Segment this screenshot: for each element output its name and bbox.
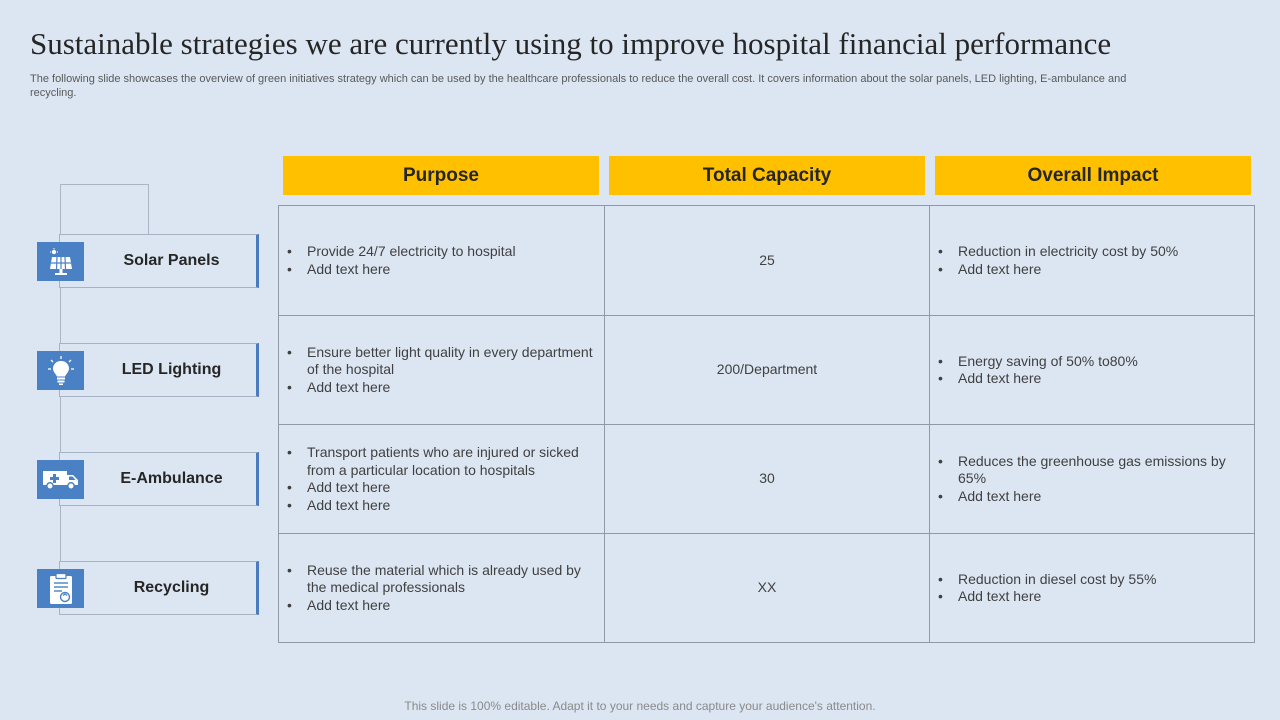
bullet-list	[930, 453, 1255, 506]
column-header-purpose: Purpose	[283, 156, 599, 195]
table-cell-capacity: 30	[605, 425, 930, 534]
row-label-text: Solar Panels	[123, 252, 220, 269]
footer-note: This slide is 100% editable. Adapt it to your needs and capture your audience's attention.	[404, 699, 876, 713]
table-cell-capacity: 25	[605, 206, 930, 316]
list-item: • Reduction in electricity cost by 50%	[938, 243, 1178, 261]
list-item: • Add text here	[287, 479, 596, 497]
bullet-list	[930, 571, 1164, 606]
list-item: • Add text here	[287, 497, 596, 515]
recycling-clipboard-icon	[37, 569, 84, 608]
list-item: • Provide 24/7 electricity to hospital	[287, 243, 516, 261]
table-cell-purpose	[279, 206, 605, 316]
solar-panel-icon	[37, 242, 84, 281]
bullet-list	[279, 444, 604, 514]
table-cell-purpose	[279, 534, 605, 642]
table-cell-purpose	[279, 425, 605, 534]
page-title: Sustainable strategies we are currently using to improve hospital financial performance	[30, 26, 1112, 61]
table-cell-impact	[930, 534, 1255, 642]
list-item: • Add text here	[938, 488, 1247, 506]
light-bulb-icon	[37, 351, 84, 390]
list-item: • Add text here	[938, 261, 1178, 279]
table-cell-impact	[930, 206, 1255, 316]
bullet-list	[930, 243, 1186, 278]
row-label-text: E-Ambulance	[120, 470, 223, 487]
table-cell-capacity: XX	[605, 534, 930, 642]
list-item: • Add text here	[938, 588, 1156, 606]
bullet-list	[930, 353, 1146, 388]
column-header-overall-impact: Overall Impact	[935, 156, 1251, 195]
column-header-total-capacity: Total Capacity	[609, 156, 925, 195]
table-cell-impact	[930, 425, 1255, 534]
bullet-list	[279, 344, 604, 397]
page-subtitle: The following slide showcases the overview of green initiatives strategy which can be used by the healthcare professionals to reduce the overall cost. It covers information about the solar panels, LED lighting, E-ambulance and recycling.	[30, 73, 1127, 99]
list-item: • Add text here	[287, 597, 596, 615]
list-item: • Ensure better light quality in every department of the hospital	[287, 344, 596, 379]
ambulance-icon	[37, 460, 84, 499]
row-label-text: Recycling	[133, 579, 210, 596]
connector-vertical	[60, 235, 61, 615]
row-label-text: LED Lighting	[121, 361, 222, 378]
row-label-led-lighting	[37, 343, 261, 397]
list-item: • Transport patients who are injured or sicked from a particular location to hospitals	[287, 444, 596, 479]
row-label-solar-panels	[37, 234, 261, 288]
bullet-list	[279, 243, 524, 278]
row-label-e-ambulance	[37, 452, 261, 506]
table-cell-purpose	[279, 316, 605, 425]
bullet-list	[279, 562, 604, 615]
list-item: • Add text here	[938, 370, 1138, 388]
connector-top	[60, 184, 149, 235]
list-item: • Energy saving of 50% to80%	[938, 353, 1138, 371]
table-cell-capacity: 200/Department	[605, 316, 930, 425]
table-cell-impact	[930, 316, 1255, 425]
row-label-recycling	[37, 561, 261, 615]
list-item: • Add text here	[287, 261, 516, 279]
list-item: • Reuse the material which is already used by the medical professionals	[287, 562, 596, 597]
list-item: • Add text here	[287, 379, 596, 397]
list-item: • Reduction in diesel cost by 55%	[938, 571, 1156, 589]
list-item: • Reduces the greenhouse gas emissions by 65%	[938, 453, 1247, 488]
data-table	[278, 205, 1255, 643]
